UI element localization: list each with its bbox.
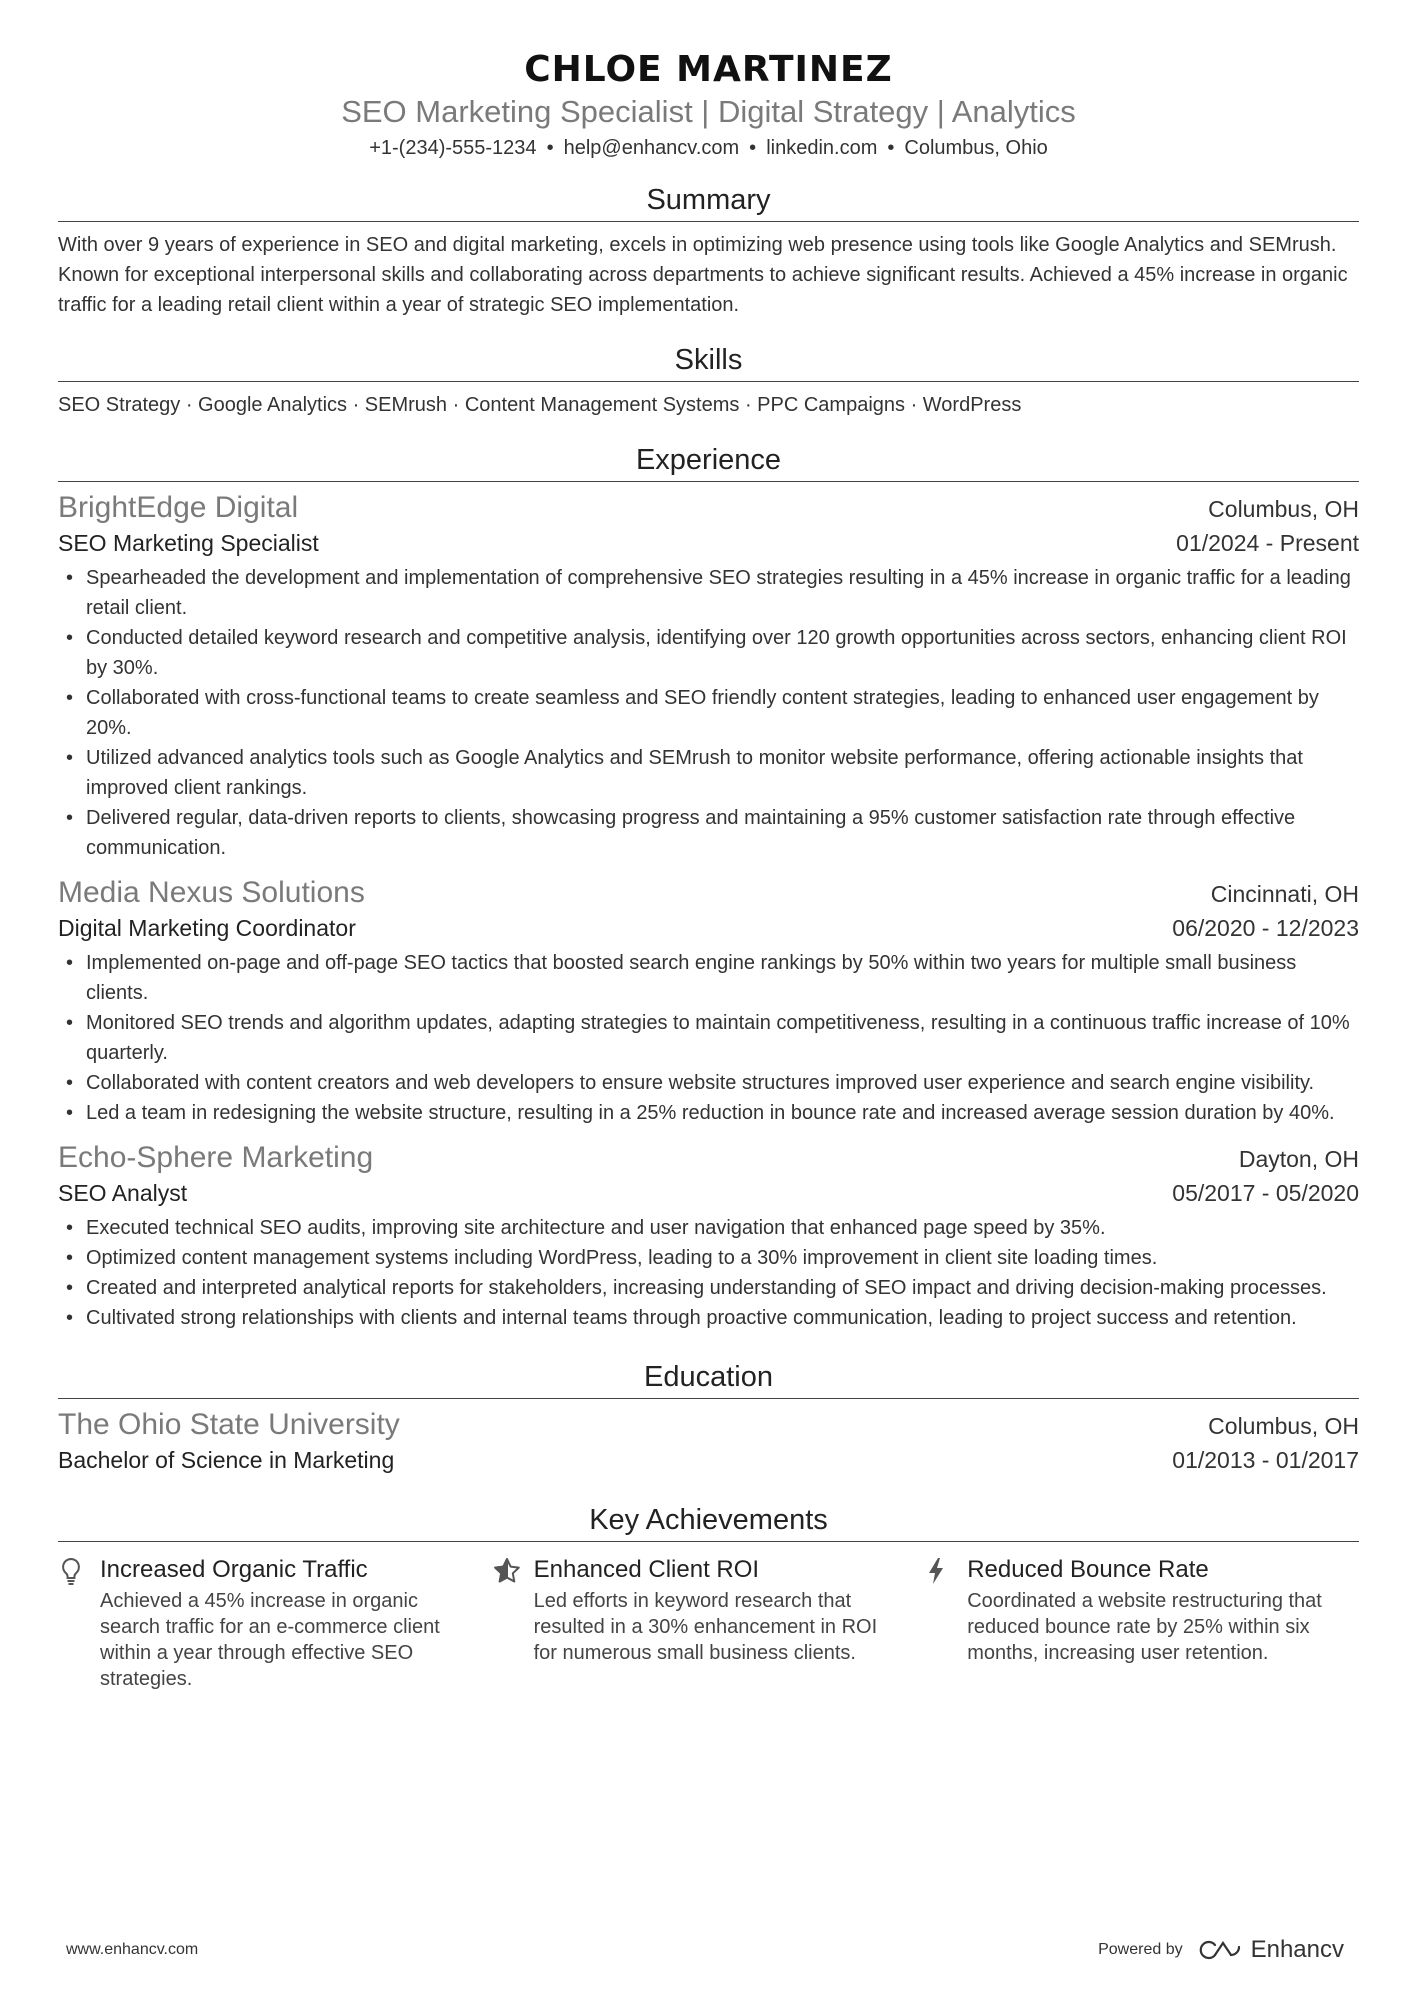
achievement-description: Coordinated a website restructuring that reduced bounce rate by 25% within six months, increasing user retention. bbox=[967, 1590, 1322, 1664]
experience-heading: Experience bbox=[635, 444, 782, 476]
achievements-section bbox=[58, 1502, 1359, 1692]
resume-page bbox=[58, 0, 1359, 1692]
phone-number: +1-(234)-555-1234 bbox=[369, 137, 537, 159]
separator-dot: • bbox=[887, 137, 895, 159]
section-divider bbox=[58, 1398, 1359, 1399]
education-dates: 01/2013 - 01/2017 bbox=[1172, 1447, 1359, 1473]
job-bullet: • Cultivated strong relationships with clients and internal teams through proactive communication, leading to project success and retention. bbox=[58, 1303, 1359, 1333]
job-bullet: • Spearheaded the development and implementation of comprehensive SEO strategies resulting in a 45% increase in organic traffic for a leading retail client. bbox=[58, 563, 1359, 623]
degree-name: Bachelor of Science in Marketing bbox=[58, 1447, 395, 1473]
linkedin-link[interactable]: linkedin.com bbox=[766, 137, 878, 159]
job-entry bbox=[58, 1140, 1359, 1333]
achievement-card bbox=[492, 1554, 926, 1692]
separator-dot: • bbox=[546, 137, 554, 159]
achievements-heading: Key Achievements bbox=[589, 1504, 828, 1536]
job-bullet: • Optimized content management systems including WordPress, leading to a 30% improvement in client site loading times. bbox=[58, 1243, 1359, 1273]
achievement-description: Achieved a 45% increase in organic search traffic for an e-commerce client within a year through effective SEO strategies. bbox=[100, 1590, 440, 1690]
job-location: Columbus, OH bbox=[1208, 496, 1359, 522]
skills-list: SEO Strategy · Google Analytics · SEMrush · Content Management Systems · PPC Campaigns · WordPress bbox=[58, 394, 1022, 416]
achievements-grid bbox=[58, 1554, 1359, 1692]
job-title: SEO Marketing Specialist bbox=[58, 530, 319, 556]
section-divider bbox=[58, 221, 1359, 222]
job-bullet: • Implemented on-page and off-page SEO tactics that boosted search engine rankings by 50% within two years for multiple small business clients. bbox=[58, 948, 1359, 1008]
candidate-tagline: SEO Marketing Specialist | Digital Strategy | Analytics bbox=[341, 94, 1076, 129]
resume-header bbox=[58, 0, 1359, 162]
job-bullet: • Created and interpreted analytical reports for stakeholders, increasing understanding of SEO impact and driving decision-making processes. bbox=[58, 1273, 1359, 1303]
skills-heading: Skills bbox=[674, 344, 743, 376]
section-divider bbox=[58, 481, 1359, 482]
job-dates: 05/2017 - 05/2020 bbox=[1172, 1180, 1359, 1206]
lightning-icon bbox=[925, 1554, 967, 1692]
achievement-title: Enhanced Client ROI bbox=[533, 1556, 760, 1583]
summary-section bbox=[58, 182, 1359, 320]
job-location: Dayton, OH bbox=[1238, 1146, 1359, 1172]
achievement-description: Led efforts in keyword research that resulted in a 30% enhancement in ROI for numerous small business clients. bbox=[533, 1590, 878, 1664]
powered-by-text: Powered by bbox=[1098, 1941, 1183, 1958]
job-entry bbox=[58, 490, 1359, 863]
brand-name: Enhancv bbox=[1250, 1936, 1344, 1963]
email-link[interactable]: help@enhancv.com bbox=[563, 137, 740, 159]
enhancv-logo-icon bbox=[1199, 1939, 1243, 1961]
job-bullet: • Utilized advanced analytics tools such as Google Analytics and SEMrush to monitor website performance, offering actionable insights that improved client rankings. bbox=[58, 743, 1359, 803]
company-name: BrightEdge Digital bbox=[58, 491, 299, 524]
candidate-name: CHLOE MARTINEZ bbox=[524, 49, 893, 90]
job-bullets bbox=[58, 948, 1359, 1128]
achievement-card bbox=[58, 1554, 492, 1692]
school-location: Columbus, OH bbox=[1208, 1413, 1359, 1439]
job-title: SEO Analyst bbox=[58, 1180, 188, 1206]
summary-heading: Summary bbox=[646, 184, 771, 216]
job-entry bbox=[58, 875, 1359, 1128]
school-name: The Ohio State University bbox=[58, 1408, 400, 1441]
job-bullet: • Led a team in redesigning the website structure, resulting in a 25% reduction in bounce rate and increased average session duration by 40%. bbox=[58, 1098, 1359, 1128]
job-bullet: • Collaborated with cross-functional teams to create seamless and SEO friendly content strategies, leading to enhanced user engagement by 20%. bbox=[58, 683, 1359, 743]
location-text: Columbus, Ohio bbox=[904, 137, 1048, 159]
achievement-card bbox=[925, 1554, 1359, 1692]
lightbulb-icon bbox=[58, 1554, 100, 1692]
star-icon bbox=[492, 1554, 534, 1692]
job-bullets bbox=[58, 1213, 1359, 1333]
job-bullet: • Executed technical SEO audits, improving site architecture and user navigation that enhanced page speed by 35%. bbox=[58, 1213, 1359, 1243]
job-dates: 01/2024 - Present bbox=[1176, 530, 1359, 556]
job-bullet: • Delivered regular, data-driven reports to clients, showcasing progress and maintaining a 95% customer satisfaction rate through effective communication. bbox=[58, 803, 1359, 863]
summary-text: With over 9 years of experience in SEO and digital marketing, excels in optimizing web presence using tools like Google Analytics and SEMrush. Known for exceptional interpersonal skills and collaborating across departments to achieve significant results. Achieved a 45% increase in organic traffic for a leading retail client within a year of strategic SEO implementation. bbox=[58, 234, 1348, 316]
education-entry bbox=[58, 1407, 1359, 1476]
company-name: Echo-Sphere Marketing bbox=[58, 1141, 374, 1174]
job-dates: 06/2020 - 12/2023 bbox=[1172, 915, 1359, 941]
section-divider bbox=[58, 1541, 1359, 1542]
job-bullet: • Monitored SEO trends and algorithm updates, adapting strategies to maintain competitiveness, resulting in a continuous traffic increase of 10% quarterly. bbox=[58, 1008, 1359, 1068]
education-heading: Education bbox=[644, 1361, 773, 1393]
experience-section bbox=[58, 442, 1359, 1333]
brand-logo[interactable] bbox=[1199, 1936, 1344, 1964]
separator-dot: • bbox=[749, 137, 757, 159]
contact-line bbox=[58, 134, 1359, 162]
skills-section bbox=[58, 342, 1359, 420]
achievement-title: Increased Organic Traffic bbox=[100, 1556, 368, 1583]
section-divider bbox=[58, 381, 1359, 382]
job-bullets bbox=[58, 563, 1359, 863]
job-title: Digital Marketing Coordinator bbox=[58, 915, 356, 941]
job-bullet: • Conducted detailed keyword research and competitive analysis, identifying over 120 growth opportunities across sectors, enhancing client ROI by 30%. bbox=[58, 623, 1359, 683]
company-name: Media Nexus Solutions bbox=[58, 876, 365, 909]
achievement-title: Reduced Bounce Rate bbox=[967, 1556, 1209, 1583]
education-section bbox=[58, 1359, 1359, 1476]
footer-url[interactable]: www.enhancv.com bbox=[66, 1941, 199, 1958]
job-bullet: • Collaborated with content creators and web developers to ensure website structures improved user experience and search engine visibility. bbox=[58, 1068, 1359, 1098]
page-footer bbox=[66, 1936, 1344, 1964]
footer-brand bbox=[1098, 1936, 1344, 1964]
job-location: Cincinnati, OH bbox=[1210, 881, 1359, 907]
